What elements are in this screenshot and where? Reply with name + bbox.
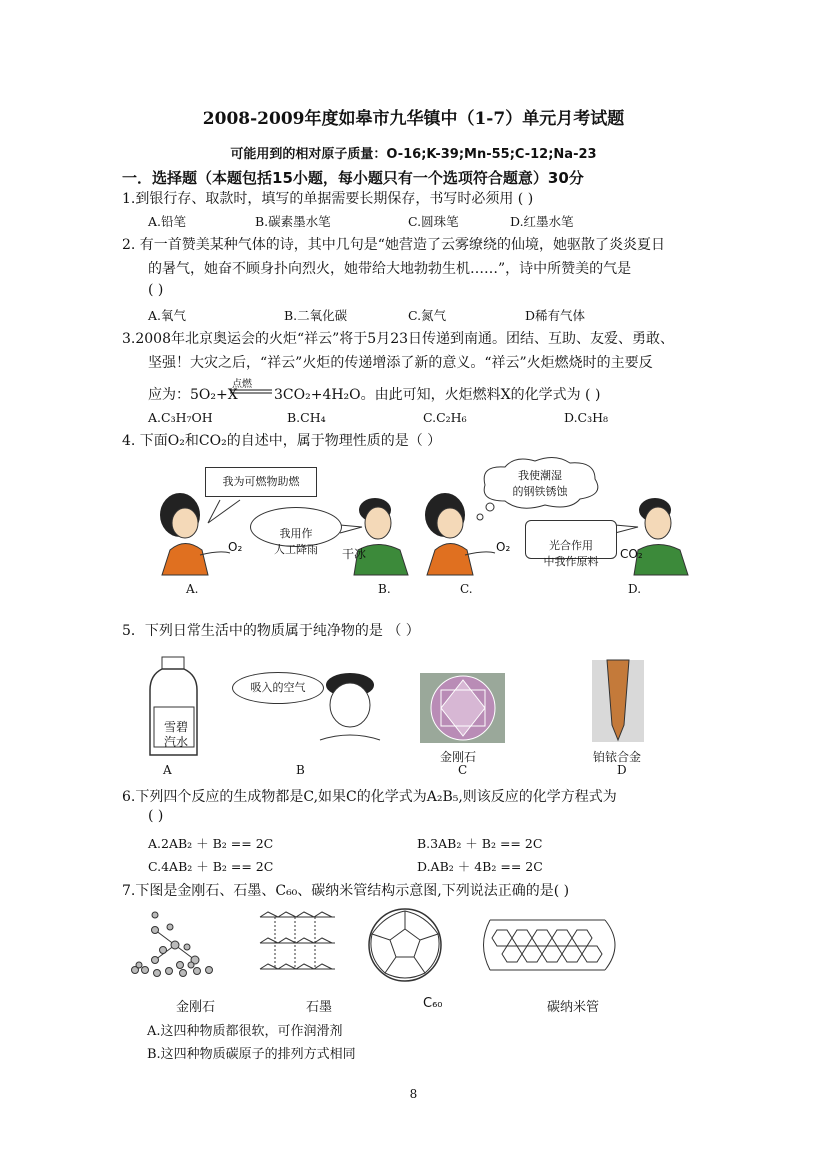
reaction-arrow [230,388,274,396]
question-3-equation-right: 3CO₂+4H₂O。由此可知，火炬燃料X的化学式为 ( ) [274,387,601,403]
pen-nib-icon [592,660,644,742]
bubble-d: 光合作用 中我作原料 [525,520,617,559]
atomic-mass-note: 可能用到的相对原子质量：O-16;K-39;Mn-55;C-12;Na-23 [230,147,597,162]
diamond-structure-icon [132,912,213,977]
question-6-line1: 6.下列四个反应的生成物都是C,如果C的化学式为A₂B₅,则该反应的化学方程式为 [122,789,617,805]
question-2-line1: 2. 有一首赞美某种气体的诗，其中几句是“她营造了云雾缭绕的仙境，她驱散了炎炎夏日 [122,237,665,253]
gas-label-a: O₂ [228,540,243,554]
q5-images-figure [145,655,665,760]
q5-caption-b: B [296,763,305,777]
section-heading: 一．选择题（本题包括15小题，每小题只有一个选项符合题意）30分 [122,169,584,187]
question-4: 4. 下面O₂和CO₂的自述中，属于物理性质的是（ ） [122,433,442,449]
q6-option-b: B.3AB₂ ＋ B₂ == 2C [417,836,543,851]
diamond-label: 金刚石 [440,750,477,764]
q3-option-c: C.C₂H₆ [423,410,467,425]
q7-option-a: A.这四种物质都很软，可作润滑剂 [147,1024,343,1039]
boy-figure-d [634,498,688,575]
diamond-icon [420,673,505,743]
diamond-structure-label: 金刚石 [176,1000,216,1015]
question-5: 5．下列日常生活中的物质属于纯净物的是 （ ） [122,623,420,639]
q4-caption-a: A. [186,582,199,596]
nanotube-structure-icon [484,920,616,970]
bubble-a: 我为可燃物助燃 [205,467,317,497]
q1-option-b: B.碳素墨水笔 [255,214,331,229]
q5-caption-c: C [458,763,468,777]
page-title: 2008-2009年度如皋市九华镇中（1-7）单元月考试题 [202,109,625,129]
alloy-label: 铂铱合金 [593,750,642,764]
q4-caption-d: D. [628,582,642,596]
q6-option-d: D.AB₂ ＋ 4B₂ == 2C [417,859,543,874]
c60-structure-icon [369,909,441,981]
ignite-condition-label: 点燃 [232,379,252,390]
q5-caption-a: A [163,763,172,777]
question-7: 7.下图是金刚石、石墨、C₆₀、碳纳米管结构示意图,下列说法正确的是( ) [122,883,570,899]
q1-option-d: D.红墨水笔 [510,214,574,229]
bubble-c: 我使潮湿 的钢铁锈蚀 [512,469,568,498]
carbon-structures-figure [125,905,645,990]
question-3-line1: 3.2008年北京奥运会的火炬“祥云”将于5月23日传递到南通。团结、互助、友爱、勇敢、 [122,331,675,347]
bubble-b: 我用作 人工降雨 [250,507,342,547]
q3-option-a: A.C₃H₇OH [148,410,213,425]
question-3-equation-left: 应为：5O₂+X [148,387,238,403]
question-2-line2: 的暑气，她奋不顾身扑向烈火，她带给大地勃勃生机……”，诗中所赞美的气是 [148,261,632,277]
page-number: 8 [409,1087,418,1101]
q4-caption-b: B. [378,582,391,596]
q5-caption-d: D [617,763,627,777]
c60-structure-label: C₆₀ [423,996,443,1011]
boy-breathing-icon [320,673,380,740]
q4-caption-c: C. [460,582,473,596]
q3-option-d: D.C₃H₈ [564,410,609,425]
question-3-line2: 坚强！大灾之后，“祥云”火炬的传递增添了新的意义。“祥云”火炬燃烧时的主要反 [148,355,653,371]
girl-figure-c [425,493,495,575]
question-1: 1.到银行存、取款时，填写的单据需要长期保存，书写时必须用 ( ) [122,191,534,207]
gas-label-d: CO₂ [620,547,643,561]
q1-option-c: C.圆珠笔 [408,214,459,229]
q6-option-a: A.2AB₂ ＋ B₂ == 2C [148,836,274,851]
boy-figure-b [354,498,408,575]
graphite-structure-icon [260,912,335,969]
question-2-line3: ( ) [148,282,164,298]
q6-option-c: C.4AB₂ ＋ B₂ == 2C [148,859,274,874]
q2-option-d: D稀有气体 [525,308,586,323]
q3-option-b: B.CH₄ [287,410,326,425]
q2-option-b: B.二氧化碳 [284,308,348,323]
gas-label-c: O₂ [496,540,511,554]
q7-option-b: B.这四种物质碳原子的排列方式相同 [147,1047,356,1062]
nanotube-structure-label: 碳纳米管 [547,1000,600,1015]
q2-option-a: A.氧气 [148,308,187,323]
q1-option-a: A.铅笔 [148,214,187,229]
question-6-line2: ( ) [148,808,164,824]
q5-thought-bubble: 吸入的空气 [232,672,324,704]
bottle-label: 雪碧 汽水 [163,720,188,749]
q2-option-c: C.氮气 [408,308,447,323]
gas-label-b: 干冰 [342,547,367,561]
graphite-structure-label: 石墨 [306,1000,333,1015]
